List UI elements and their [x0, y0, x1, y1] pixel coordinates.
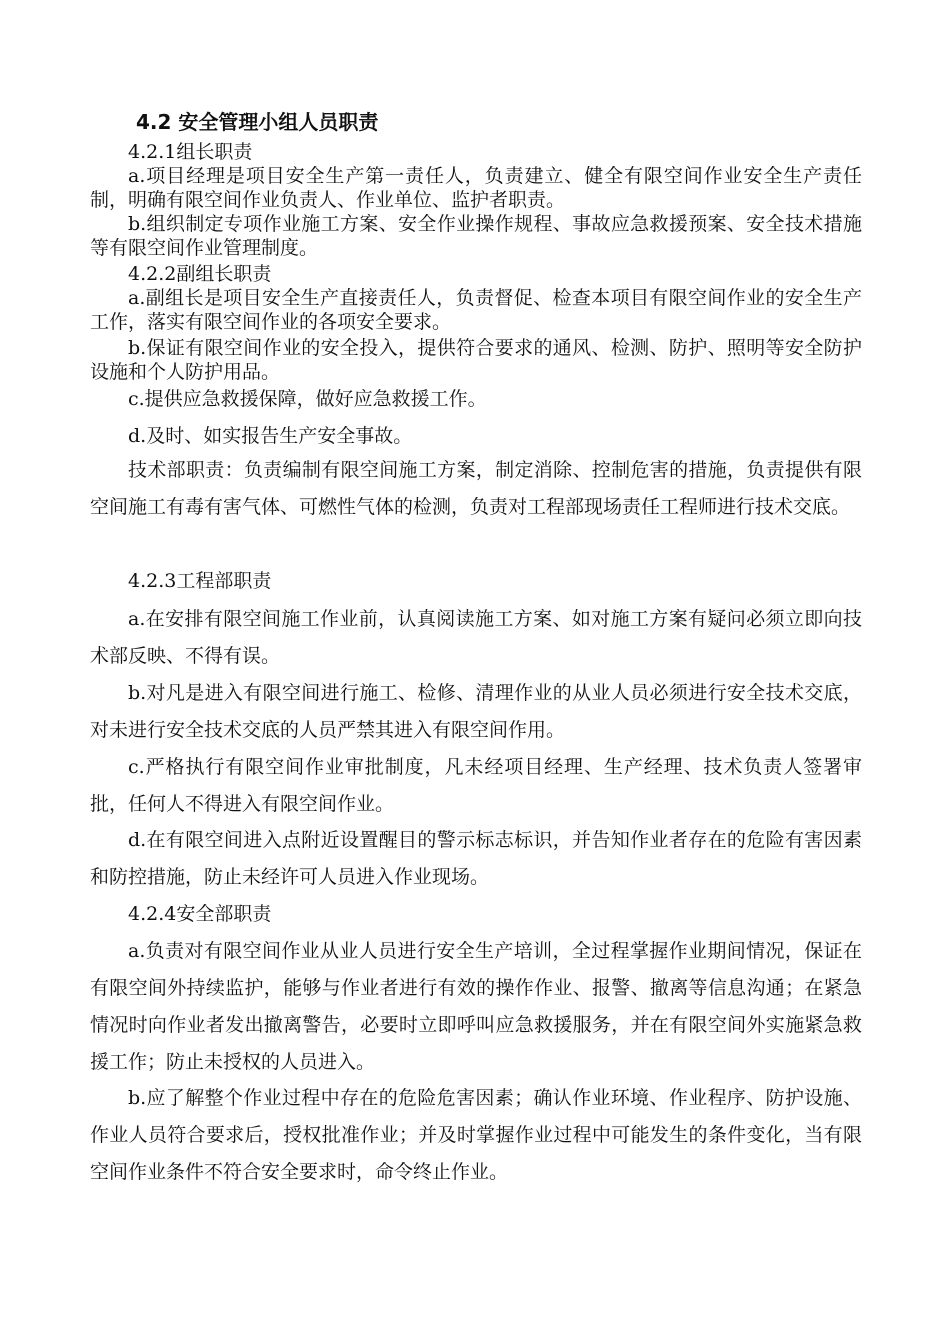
subsection-heading-4-2-3: 4.2.3工程部职责: [128, 570, 272, 592]
paragraph-safety-a: a.负责对有限空间作业从业人员进行安全生产培训，全过程掌握作业期间情况，保证在有限空间外持续监护，能够与作业者进行有效的操作作业、报警、撤离等信息沟通；在紧急情况时向作业者发出撤离警告，必要时立即呼叫应急救援服务，并在有限空间外实施紧急救援工作；防止未授权的人员进入。: [90, 940, 862, 1073]
paragraph-engineering-a: a.在安排有限空间施工作业前，认真阅读施工方案、如对施工方案有疑问必须立即向技术部反映、不得有误。: [90, 608, 862, 667]
subsection-heading-4-2-1: 4.2.1组长职责: [128, 141, 253, 163]
subsection-heading-4-2-4: 4.2.4安全部职责: [128, 903, 272, 925]
paragraph-engineering-b: b.对凡是进入有限空间进行施工、检修、清理作业的从业人员必须进行安全技术交底，对未进行安全技术交底的人员严禁其进入有限空间作用。: [90, 682, 862, 741]
paragraph-leader-a: a.项目经理是项目安全生产第一责任人，负责建立、健全有限空间作业安全生产责任制，明确有限空间作业负责人、作业单位、监护者职责。: [90, 165, 862, 211]
paragraph-safety-b: b.应了解整个作业过程中存在的危险危害因素；确认作业环境、作业程序、防护设施、作业人员符合要求后，授权批准作业；并及时掌握作业过程中可能发生的条件变化，当有限空间作业条件不符合安全要求时，命令终止作业。: [90, 1087, 862, 1183]
section-title: 4.2 安全管理小组人员职责: [136, 110, 379, 134]
paragraph-deputy-a: a.副组长是项目安全生产直接责任人，负责督促、检查本项目有限空间作业的安全生产工作，落实有限空间作业的各项安全要求。: [90, 287, 862, 333]
paragraph-engineering-d: d.在有限空间进入点附近设置醒目的警示标志标识，并告知作业者存在的危险有害因素和防控措施，防止未经许可人员进入作业现场。: [90, 829, 862, 888]
paragraph-deputy-c: c.提供应急救援保障，做好应急救援工作。: [128, 388, 487, 410]
subsection-heading-4-2-2: 4.2.2副组长职责: [128, 263, 272, 285]
paragraph-engineering-c: c.严格执行有限空间作业审批制度，凡未经项目经理、生产经理、技术负责人签署审批，任何人不得进入有限空间作业。: [90, 756, 862, 815]
paragraph-leader-b: b.组织制定专项作业施工方案、安全作业操作规程、事故应急救援预案、安全技术措施等有限空间作业管理制度。: [90, 213, 862, 259]
paragraph-deputy-d: d.及时、如实报告生产安全事故。: [128, 425, 413, 447]
paragraph-tech-dept: 技术部职责：负责编制有限空间施工方案，制定消除、控制危害的措施，负责提供有限空间施工有毒有害气体、可燃性气体的检测，负责对工程部现场责任工程师进行技术交底。: [90, 459, 862, 518]
paragraph-deputy-b: b.保证有限空间作业的安全投入，提供符合要求的通风、检测、防护、照明等安全防护设施和个人防护用品。: [90, 337, 862, 383]
